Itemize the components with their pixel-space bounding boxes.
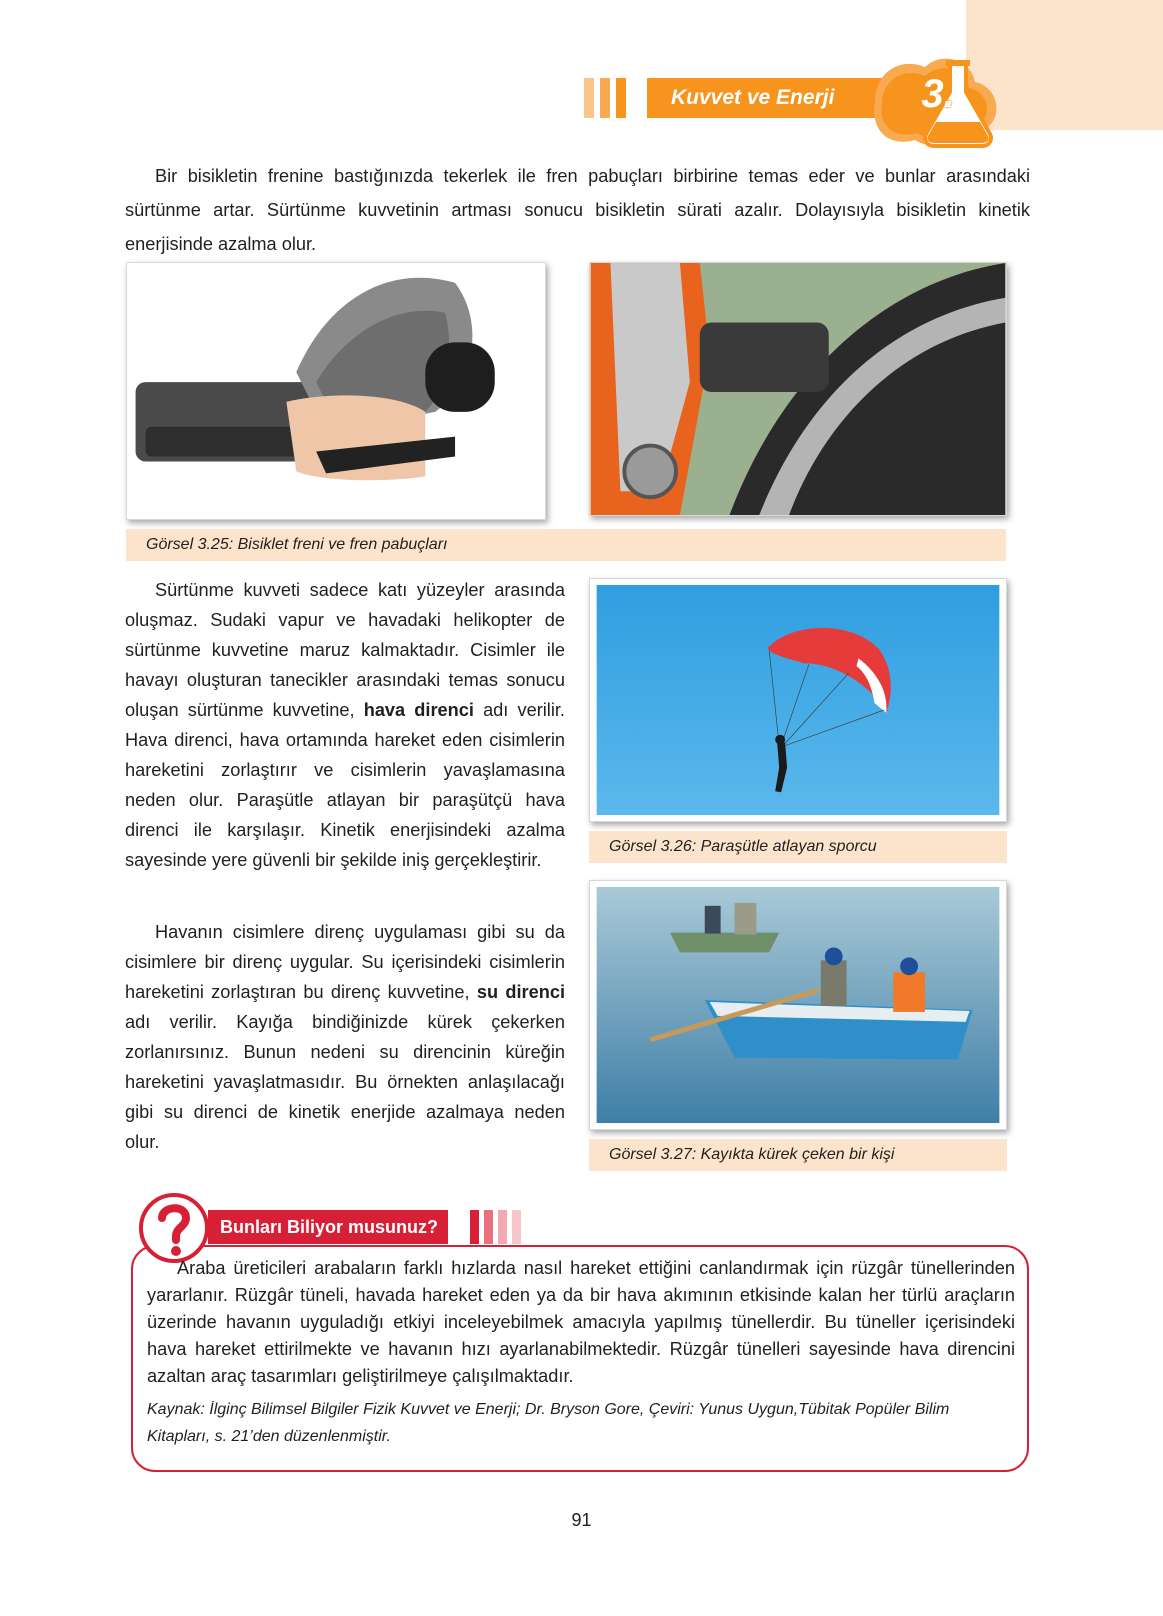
water-resistance-text-2: adı verilir. Kayığa bindiğinizde kürek çekerken zorlanırsınız. Bunun nedeni su direncinin küreğin hareketini yavaşlatmasıdır. Bu örnekten anlaşılacağı gibi su direnci de kinetik enerjide azalmaya neden olur.	[125, 1012, 565, 1152]
did-you-know-title: Bunları Biliyor musunuz?	[208, 1210, 448, 1244]
page-number: 91	[571, 1510, 592, 1530]
air-resistance-term: hava direnci	[363, 700, 474, 720]
question-mark-icon	[138, 1192, 210, 1264]
rowing-boat-photo	[589, 880, 1007, 1130]
header-stripes	[584, 78, 626, 118]
intro-paragraph: Bir bisikletin frenine bastığınızda tekerlek ile fren pabuçları birbirine temas eder ve bunlar arasındaki sürtünme artar. Sürtünme kuvvetinin artması sonucu bisikletin sürati azalır. Dolayısıyla bisikletin kinetik enerjisinde azalma olur.	[125, 166, 1030, 254]
chapter-number: 3.	[921, 72, 955, 116]
air-resistance-text-1: Sürtünme kuvveti sadece katı yüzeyler arasında oluşmaz. Sudaki vapur ve havadaki helikopter de sürtünme kuvvetine maruz kalmaktadır. Cisimler ile havayı oluşturan tanecikler arasındaki temas sonucu oluşan sürtünme kuvvetine,	[125, 580, 565, 720]
chapter-title: Kuvvet ve Enerji	[647, 78, 887, 118]
figure-caption-3-27: Görsel 3.27: Kayıkta kürek çeken bir kişi	[589, 1139, 1007, 1171]
figure-caption-3-25: Görsel 3.25: Bisiklet freni ve fren pabuçları	[126, 529, 1006, 561]
brake-pad-photo	[589, 262, 1007, 516]
air-resistance-text-2: adı verilir. Hava direnci, hava ortamında hareket eden cisimlerin hareketini zorlaştırır ve cisimlerin yavaşlamasına neden olur. Paraşütle atlayan bir paraşütçü hava direnci ile karşılaşır. Kinetik enerjisindeki azalma sayesinde yere güvenli bir şekilde iniş gerçekleştirir.	[125, 700, 565, 870]
source-citation: Kaynak: İlginç Bilimsel Bilgiler Fizik Kuvvet ve Enerji; Dr. Bryson Gore, Çeviri: Yunus Uygun,Tübitak Popüler Bilim Kitapları, s. 21’den düzenlenmiştir.	[147, 1401, 950, 1445]
water-resistance-text-1: Havanın cisimlere direnç uygulaması gibi su da cisimlere bir direnç uygular. Su içerisindeki cisimlerin hareketini zorlaştıran bu direnç kuvvetine,	[125, 922, 565, 1002]
water-resistance-term: su direnci	[476, 982, 566, 1002]
did-you-know-text: Araba üreticileri arabaların farklı hızlarda nasıl hareket ettiğini canlandırmak için rüzgâr tünellerinden yararlanır. Rüzgâr tüneli, havada hareket eden ya da bir hava akımının etkisinde kalan her türlü araçların üzerinde havanın uyguladığı etkiyi inceleyebilmek amacıyla yapılmış tünellerdir. Bu tüneller içerisindeki hava hareket ettirilmekte ve havanın hızı ayarlanabilmektedir. Rüzgâr tünelleri sayesinde hava direncini azaltan araç tasarımları geliştirilmeye çalışılmaktadır.	[147, 1258, 1015, 1386]
did-you-know-stripes	[470, 1210, 521, 1244]
parachutist-photo	[589, 578, 1007, 822]
water-resistance-paragraph	[125, 917, 565, 1157]
figure-caption-3-26: Görsel 3.26: Paraşütle atlayan sporcu	[589, 831, 1007, 863]
air-resistance-paragraph	[125, 575, 565, 875]
brake-lever-photo	[126, 262, 546, 520]
